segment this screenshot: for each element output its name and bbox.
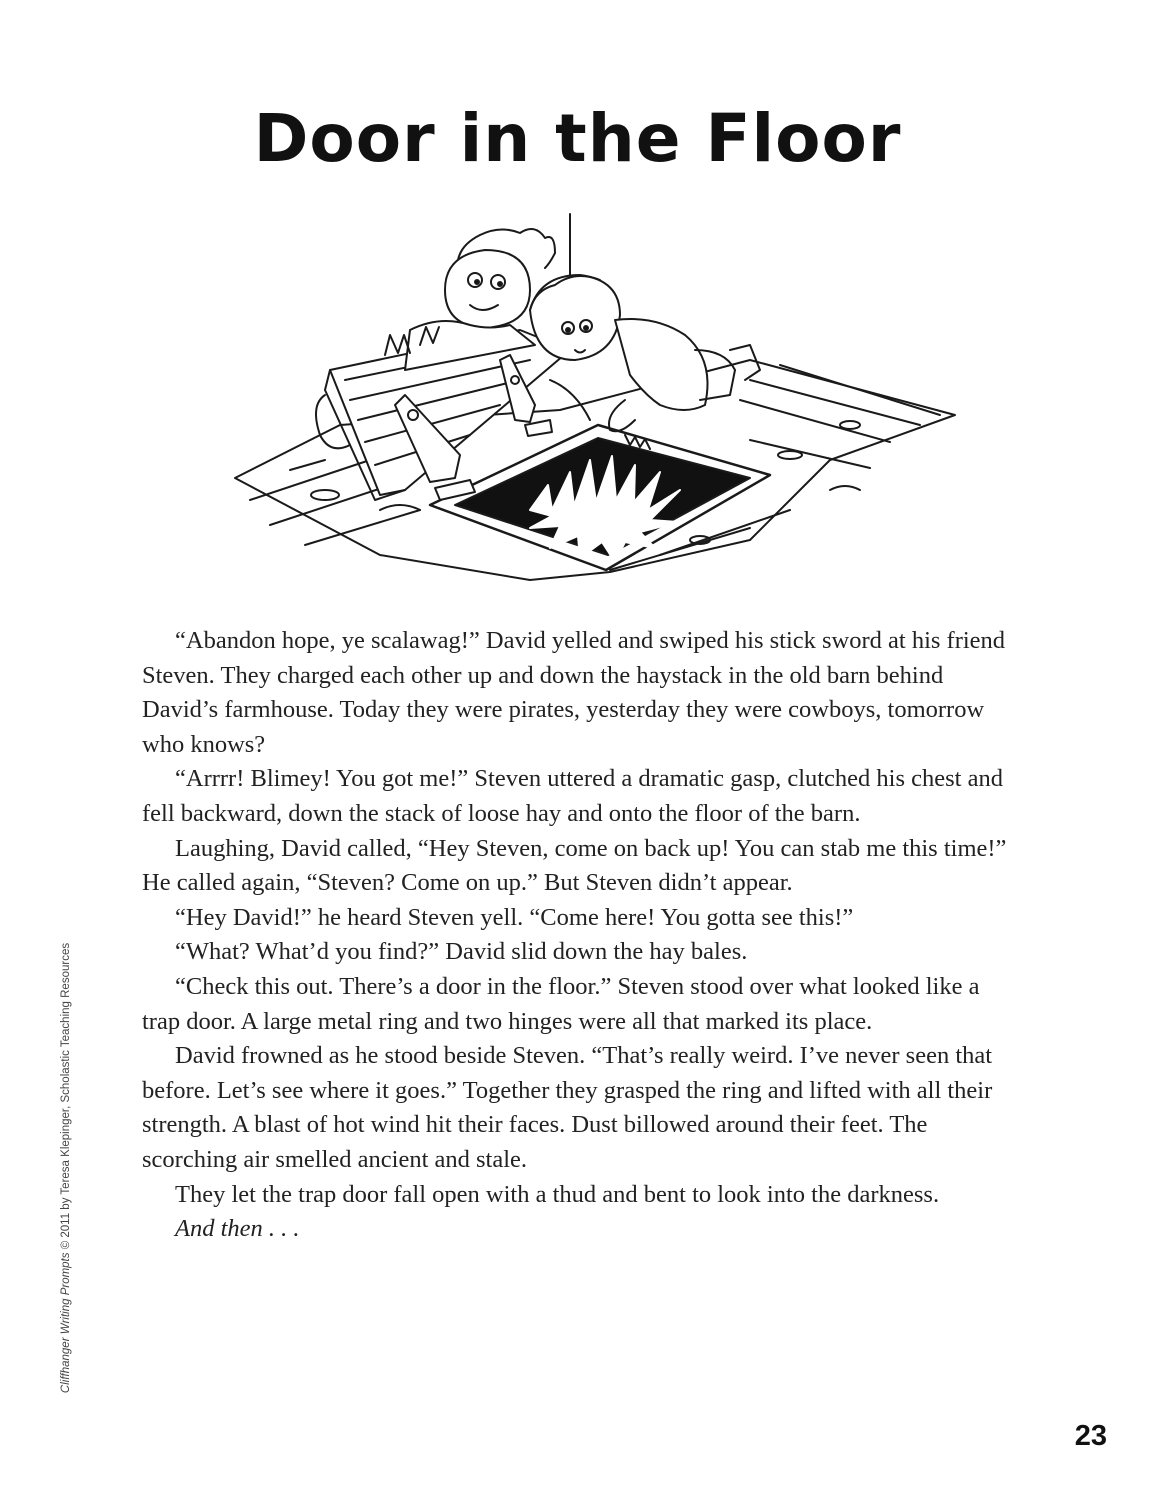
story-paragraph: “Check this out. There’s a door in the floor.” Steven stood over what looked like a trap door. A large metal ring and two hinges were all that marked its place. [142, 972, 980, 1035]
story-paragraph: They let the trap door fall open with a thud and bent to look into the darkness. [175, 1180, 940, 1208]
story-text [142, 624, 1022, 1247]
story-ending: And then . . . [175, 1215, 300, 1243]
copyright-text: © 2011 by Teresa Klepinger, Scholastic Teaching Resources [60, 942, 72, 1253]
story-paragraph: “Abandon hope, ye scalawag!” David yelled and swiped his stick sword at his friend Steven. They charged each other up and down the haystack in the old barn behind David’s farmhouse. Today they were pirates, yesterday they were cowboys, tomorrow who knows? [142, 627, 1006, 758]
page-title: Door in the Floor [253, 100, 902, 177]
copyright-credit [60, 943, 72, 1393]
book-title: Cliffhanger Writing Prompts [60, 1252, 72, 1394]
story-paragraph: David frowned as he stood beside Steven. “That’s really weird. I’ve never seen that before. Let’s see where it goes.” Together they grasped the ring and lifted with all their strength. A blast of hot wind hit their faces. Dust billowed around their feet. The scorching air smelled ancient and stale. [142, 1042, 993, 1173]
story-paragraph: “What? What’d you find?” David slid down the hay bales. [175, 938, 748, 966]
trap-door-illustration [230, 210, 960, 585]
trap-door-opening [430, 425, 770, 570]
story-paragraph: “Hey David!” he heard Steven yell. “Come here! You gotta see this!” [175, 903, 854, 931]
story-paragraph: Laughing, David called, “Hey Steven, come on back up! You can stab me this time!” He called again, “Steven? Come on up.” But Steven didn’t appear. [142, 834, 1007, 897]
page-number: 23 [1074, 1420, 1107, 1452]
story-paragraph: “Arrrr! Blimey! You got me!” Steven uttered a dramatic gasp, clutched his chest and fell backward, down the stack of loose hay and onto the floor of the barn. [142, 765, 1003, 827]
